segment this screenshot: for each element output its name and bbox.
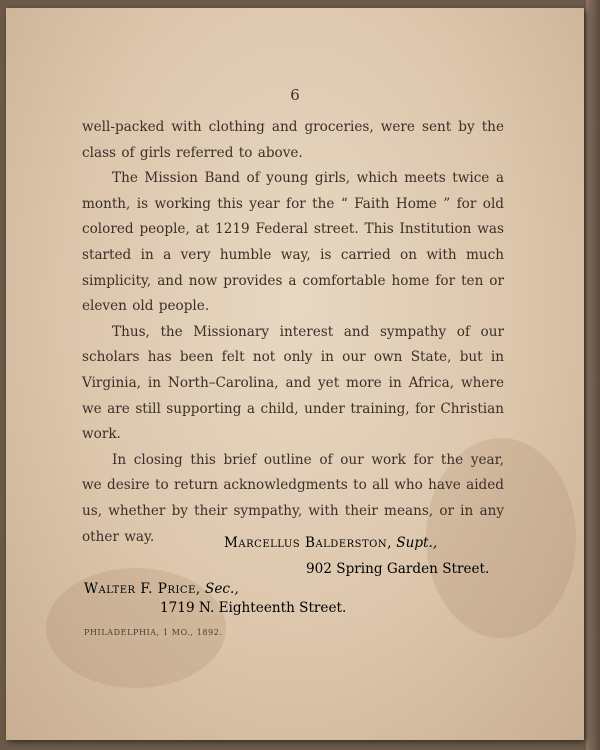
paragraph: The Mission Band of young girls, which meets twice a month, is working this year for the “ Faith Home ” for old colored people, at 1219 Federal street. This Institution was started in a very humble way, is carried on with much simplicity, and now provides a comfortable home for ten or eleven old people. — [82, 170, 504, 315]
secretary-address: 1719 N. Eighteenth Street. — [160, 600, 347, 616]
superintendent-title: Supt., — [396, 535, 438, 551]
body-text — [82, 115, 504, 550]
date-line: PHILADELPHIA, 1 MO., 1892. — [84, 628, 223, 637]
paragraph: well-packed with clothing and groceries, were sent by the class of girls referred to above. — [82, 119, 504, 161]
superintendent-signature — [224, 535, 437, 551]
secretary-title: Sec., — [205, 581, 239, 597]
paragraph: In closing this brief outline of our work for the year, we desire to return acknowledgments to all who have aided us, whether by their sympathy, with their means, or in any other way. — [82, 451, 504, 545]
superintendent-name: Marcellus Balderston, — [224, 535, 392, 551]
page-number: 6 — [290, 86, 300, 104]
secretary-signature — [84, 581, 239, 597]
paragraph: Thus, the Missionary interest and sympathy of our scholars has been felt not only in our own State, but in Virginia, in North–Carolina, and yet more in Africa, where we are still supporting a child, under training, for Christian work. — [82, 323, 504, 443]
superintendent-address: 902 Spring Garden Street. — [306, 561, 490, 577]
background-edge — [586, 0, 600, 750]
secretary-name: Walter F. Price, — [84, 581, 201, 597]
